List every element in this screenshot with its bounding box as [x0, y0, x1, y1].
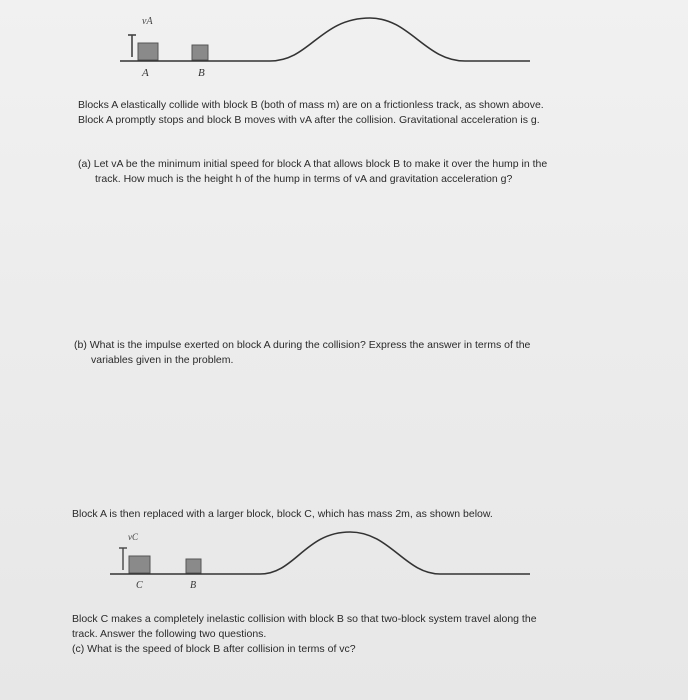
question-a — [78, 157, 658, 187]
question-b-line-1: (b) What is the impulse exerted on block A during the collision? Express the answer in terms of the — [74, 339, 531, 351]
question-b — [74, 338, 654, 368]
figure-blocks-c-b — [110, 528, 530, 588]
velocity-arrow — [119, 548, 127, 570]
track-with-hump — [110, 532, 530, 574]
intro-line-2: Block A promptly stops and block B moves with vA after the collision. Gravitational acceleration is g. — [78, 114, 540, 126]
block-c-label: C — [136, 580, 143, 588]
block-c — [129, 556, 150, 573]
question-a-line-1: (a) Let vA be the minimum initial speed for block A that allows block B to make it over the hump in the — [78, 158, 548, 170]
part-c-intro-line-2: track. Answer the following two questions. — [72, 628, 267, 640]
block-b — [186, 559, 201, 573]
block-b-label: B — [198, 67, 205, 79]
replacement-text: Block A is then replaced with a larger block, block C, which has mass 2m, as shown below. — [72, 508, 493, 520]
question-c-section — [72, 612, 652, 657]
velocity-label-vc: vC — [128, 532, 138, 542]
velocity-label-va: vA — [142, 16, 153, 27]
intro-paragraph — [78, 98, 658, 128]
replacement-paragraph — [72, 507, 652, 522]
block-a-label: A — [142, 67, 149, 79]
question-c-line: (c) What is the speed of block B after collision in terms of vc? — [72, 643, 356, 655]
question-a-line-2: track. How much is the height h of the hump in terms of vA and gravitation acceleration g? — [95, 173, 513, 185]
velocity-arrow — [128, 35, 136, 57]
block-b — [192, 45, 208, 60]
track-with-hump — [120, 18, 530, 61]
intro-line-1: Blocks A elastically collide with block B (both of mass m) are on a frictionless track, as shown above. — [78, 99, 544, 111]
question-b-line-2: variables given in the problem. — [91, 354, 234, 366]
part-c-intro-line-1: Block C makes a completely inelastic collision with block B so that two-block system travel along the — [72, 613, 537, 625]
block-a — [138, 43, 158, 60]
block-b-label: B — [190, 580, 197, 588]
figure-blocks-a-b — [120, 8, 540, 88]
